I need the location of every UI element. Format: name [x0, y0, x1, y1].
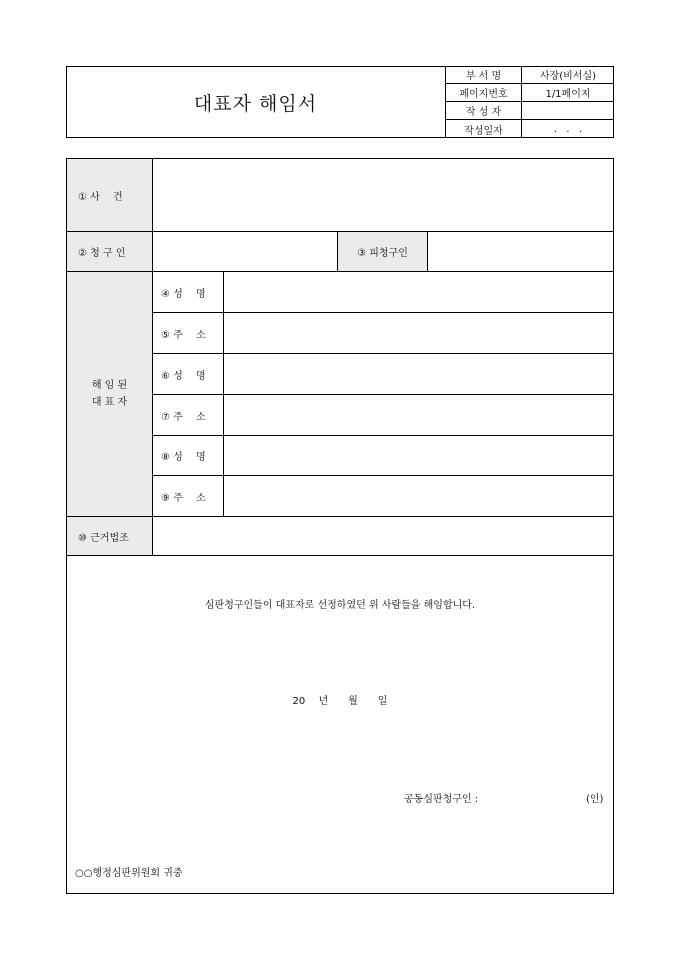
- dismissed-label-line1: 해 임 된: [91, 380, 128, 391]
- dismissed-row-label-9: ⑨ 주 소: [161, 492, 206, 504]
- signer-label: 공동심판청구인 :: [404, 793, 479, 805]
- basis-label: ⑩ 근거법조: [78, 532, 129, 544]
- document-title: 대표자 해임서: [193, 92, 318, 115]
- dismissed-row-field-4[interactable]: [230, 272, 610, 312]
- meta-label-author: 작 성 자: [465, 107, 502, 118]
- meta-value-department: 사장(비서실): [539, 71, 597, 82]
- respondent-divider-right: [427, 231, 428, 272]
- meta-value-page: 1/1페이지: [545, 89, 591, 100]
- meta-value-author[interactable]: [522, 102, 614, 119]
- dismissed-row-field-8[interactable]: [230, 436, 610, 475]
- respondent-label: ③ 피청구인: [357, 248, 408, 259]
- dismissed-row-field-9[interactable]: [230, 476, 610, 516]
- signer-name-field[interactable]: [500, 788, 580, 806]
- dismissed-row-field-7[interactable]: [230, 395, 610, 435]
- dismissed-row-label-7: ⑦ 주 소: [161, 411, 206, 423]
- meta-label-date: 작성일자: [464, 125, 503, 137]
- rule-after-basis: [66, 555, 614, 556]
- meta-label-page: 페이지번호: [459, 89, 508, 100]
- case-label: ① 사 건: [78, 191, 123, 203]
- dismissed-row-label-8: ⑧ 성 명: [161, 452, 206, 463]
- sublabel-divider: [223, 271, 224, 517]
- dismissed-label-line2: 대 표 자: [91, 397, 128, 408]
- dismissed-row-label-6: ⑥ 성 명: [161, 370, 206, 382]
- dismissed-representative-label: [67, 272, 152, 516]
- dismissed-row-field-6[interactable]: [230, 354, 610, 394]
- seal-mark: (인): [586, 793, 604, 805]
- meta-value-date[interactable]: . . .: [553, 123, 583, 135]
- dismissed-row-label-4: ④ 성 명: [161, 288, 206, 300]
- claimant-label: ② 청 구 인: [78, 248, 126, 259]
- claimant-field[interactable]: [160, 232, 335, 271]
- dismissed-row-field-5[interactable]: [230, 313, 610, 353]
- dismissal-statement: 심판청구인들이 대표자로 선정하였던 위 사람들을 해임합니다.: [204, 599, 476, 611]
- respondent-field[interactable]: [434, 232, 610, 271]
- basis-field[interactable]: [160, 517, 610, 555]
- statement-date: 20 년 월 일: [292, 695, 388, 707]
- meta-label-department: 부 서 명: [465, 71, 502, 82]
- case-field[interactable]: [160, 159, 610, 231]
- label-column-divider: [152, 158, 153, 556]
- dismissed-row-label-5: ⑤ 주 소: [161, 329, 206, 341]
- addressee: ○○행정심판위원회 귀중: [75, 867, 183, 879]
